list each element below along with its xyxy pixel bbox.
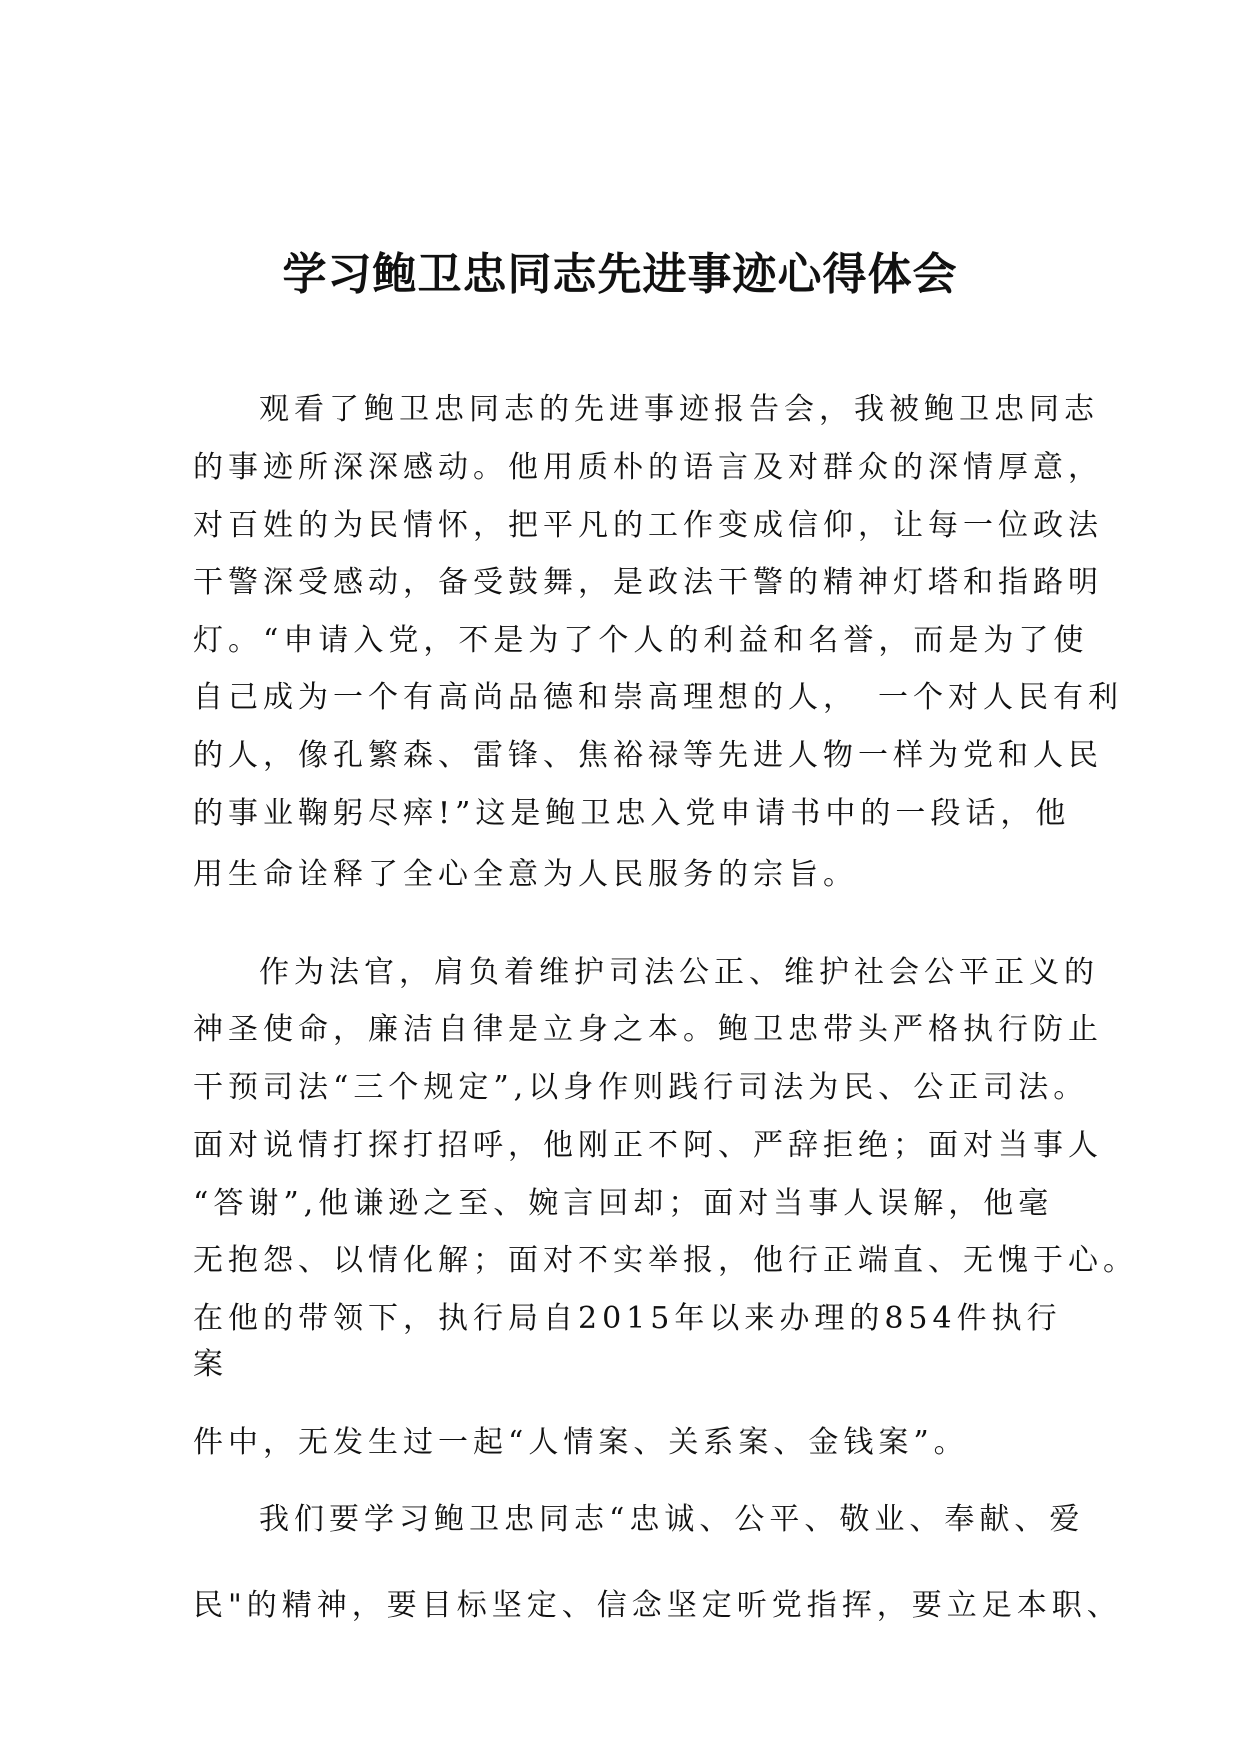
paragraph-2-line-6: 无抱怨、以情化解；面对不实举报，他行正端直、无愧于心。 <box>193 1243 1138 1278</box>
paragraph-2-line-9: 件中，无发生过一起“人情案、关系案、金钱案”。 <box>193 1425 969 1460</box>
paragraph-1-line-6: 自己成为一个有高尚品德和崇高理想的人， 一个对人民有利 <box>193 680 1123 715</box>
paragraph-1-line-4: 干警深受感动，备受鼓舞，是政法干警的精神灯塔和指路明 <box>193 565 1103 600</box>
paragraph-3-line-2: 民"的精神，要目标坚定、信念坚定听党指挥，要立足本职、 <box>193 1588 1122 1623</box>
paragraph-2-line-4: 面对说情打探打招呼，他刚正不阿、严辞拒绝；面对当事人 <box>193 1128 1103 1163</box>
paragraph-1-line-5: 灯。“申请入党，不是为了个人的利益和名誉，而是为了使 <box>193 623 1089 658</box>
paragraph-1-line-1: 观看了鲍卫忠同志的先进事迹报告会，我被鲍卫忠同志 <box>259 392 1099 427</box>
paragraph-2-line-8: 案 <box>193 1347 228 1382</box>
paragraph-2-line-3: 干预司法“三个规定”,以身作则践行司法为民、公正司法。 <box>193 1070 1089 1105</box>
paragraph-1-line-2: 的事迹所深深感动。他用质朴的语言及对群众的深情厚意， <box>193 450 1103 485</box>
paragraph-2-line-1: 作为法官，肩负着维护司法公正、维护社会公平正义的 <box>259 955 1099 990</box>
paragraph-1-line-9: 用生命诠释了全心全意为人民服务的宗旨。 <box>193 857 858 892</box>
paragraph-1-line-7: 的人，像孔繁森、雷锋、焦裕禄等先进人物一样为党和人民 <box>193 738 1103 773</box>
paragraph-2-line-5: “答谢”,他谦逊之至、婉言回却；面对当事人误解，他毫 <box>193 1186 1054 1221</box>
paragraph-2-line-7: 在他的带领下，执行局自2015年以来办理的854件执行 <box>193 1301 1062 1336</box>
paragraph-1-line-3: 对百姓的为民情怀，把平凡的工作变成信仰，让每一位政法 <box>193 508 1103 543</box>
document-title: 学习鲍卫忠同志先进事迹心得体会 <box>282 249 958 300</box>
paragraph-1-line-8: 的事业鞠躬尽瘁!”这是鲍卫忠入党申请书中的一段话，他 <box>193 796 1071 831</box>
paragraph-3-line-1: 我们要学习鲍卫忠同志“忠诚、公平、敬业、奉献、爱 <box>259 1502 1085 1537</box>
paragraph-2-line-2: 神圣使命，廉洁自律是立身之本。鲍卫忠带头严格执行防止 <box>193 1012 1103 1047</box>
